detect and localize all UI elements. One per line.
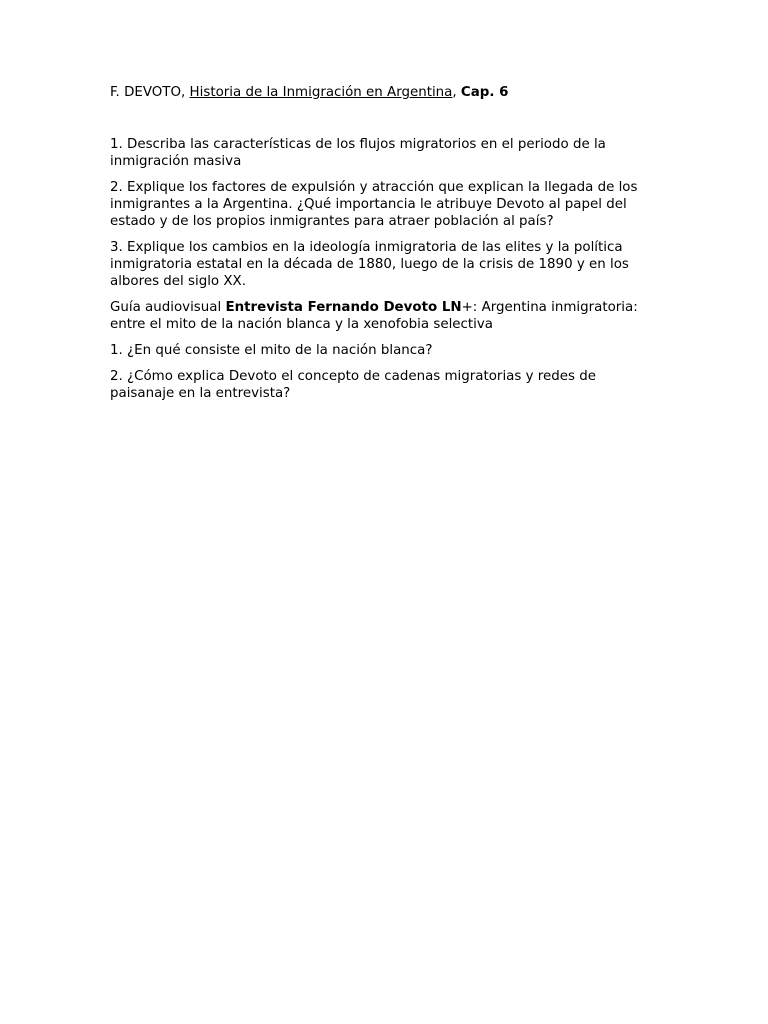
- book-title: Historia de la Inmigración en Argentina: [189, 85, 453, 100]
- audiovisual-guide-heading: [110, 299, 662, 333]
- reading-question-1: 1. Describa las características de los flujos migratorios en el periodo de la inmigración masiva: [110, 137, 606, 169]
- reading-question-3: 3. Explique los cambios en la ideología inmigratoria de las elites y la política inmigratoria estatal en la década de 1880, luego de la crisis de 1890 y en los albores del siglo XX.: [110, 240, 629, 289]
- reading-question-2: 2. Explique los factores de expulsión y atracción que explican la llegada de los inmigrantes a la Argentina. ¿Qué importancia le atribuye Devoto al papel del estado y de los propios inmigrantes para atraer población al país?: [110, 180, 638, 229]
- guide-bold-title: Entrevista Fernando Devoto LN: [225, 300, 462, 315]
- guide-suffix: +: Argentina inmigratoria: entre el mito de la nación blanca y la xenofobia selectiva: [110, 300, 638, 332]
- author-name: F. DEVOTO: [110, 85, 182, 100]
- guide-prefix: Guía audiovisual: [110, 300, 226, 315]
- header-separator: ,: [181, 85, 190, 100]
- audiovisual-question-1: 1. ¿En qué consiste el mito de la nación blanca?: [110, 343, 433, 358]
- document-header: [110, 84, 662, 101]
- chapter-label: Cap. 6: [460, 85, 509, 100]
- header-separator: ,: [452, 85, 461, 100]
- document-content: [110, 84, 662, 411]
- audiovisual-question-2: 2. ¿Cómo explica Devoto el concepto de cadenas migratorias y redes de paisanaje en la entrevista?: [110, 369, 596, 401]
